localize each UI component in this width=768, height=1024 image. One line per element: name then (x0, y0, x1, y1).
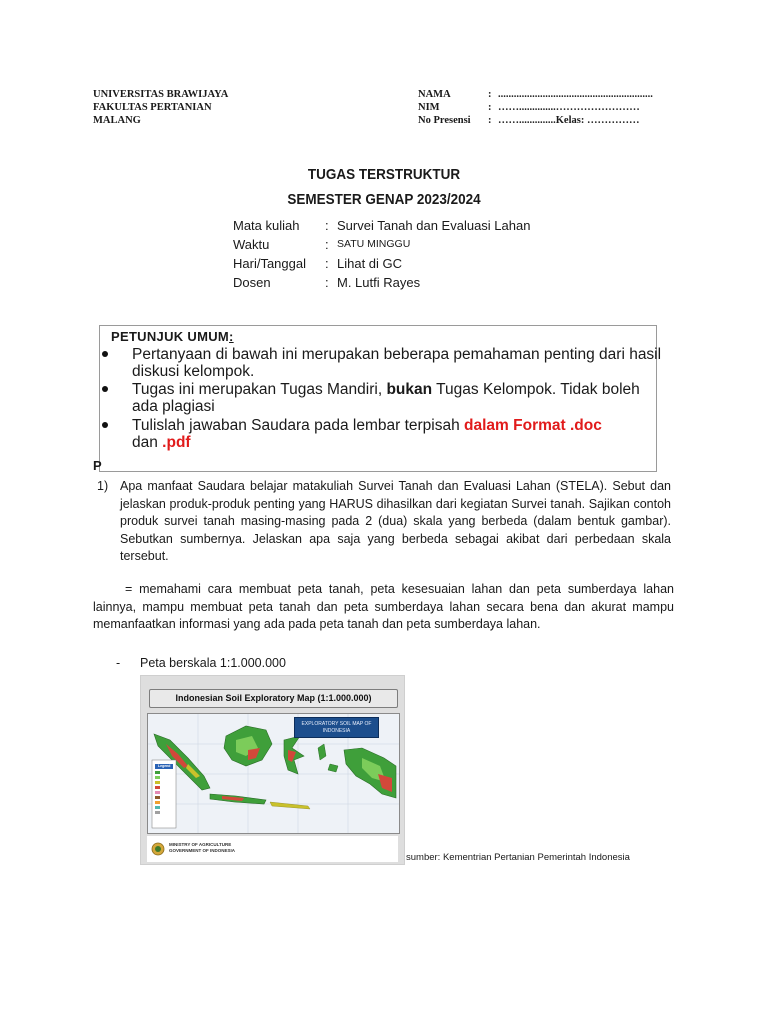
map-title: Indonesian Soil Exploratory Map (1:1.000.000) (149, 689, 398, 708)
meta-row-course (233, 216, 530, 235)
instructions-title-colon: : (229, 329, 234, 344)
meta-row-time (233, 235, 530, 254)
name-row (418, 88, 653, 101)
meta-value-date: Lihat di GC (337, 256, 403, 271)
question-number: 1) (97, 479, 109, 493)
colon: : (325, 256, 329, 271)
meta-key: Mata kuliah (233, 218, 300, 233)
bullet-icon (102, 422, 108, 428)
format-pdf-text: .pdf (162, 434, 191, 451)
ministry-line-1: MINISTRY OF AGRICULTURE (169, 842, 232, 847)
meta-value-time: SATU MINGGU (337, 238, 411, 250)
meta-row-date (233, 254, 530, 273)
university-name: UNIVERSITAS BRAWIJAYA (93, 89, 229, 100)
ministry-line-2: GOVERNMENT OF INDONESIA (169, 848, 236, 853)
section-marker: P (93, 458, 102, 473)
presensi-kelas-field[interactable]: ……..............Kelas: …………… (498, 115, 640, 126)
format-doc-text: dalam Format .doc (464, 417, 602, 434)
presensi-row (418, 114, 653, 127)
meta-key: Waktu (233, 237, 270, 252)
answer-text: = memahami cara membuat peta tanah, peta kesesuaian lahan dan peta sumberdaya lahan lainnya, mampu membuat peta tanah dan peta sumberdaya lahan secara bena dan akurat mampu memanfaatkan informasi yang ada pada peta tanah dan peta sumberdaya lahan. (93, 582, 674, 631)
name-label: NAMA (418, 89, 451, 100)
ministry-logo-icon (151, 842, 165, 856)
nim-label: NIM (418, 102, 440, 113)
instructions-title-text: PETUNJUK UMUM (111, 329, 230, 344)
institution-block (93, 88, 228, 127)
meta-value-lecturer: M. Lutfi Rayes (337, 275, 421, 290)
ministry-label (169, 842, 235, 854)
name-field[interactable]: ........................................................... (498, 89, 653, 100)
instructions-title (111, 329, 234, 344)
faculty-name: FAKULTAS PERTANIAN (93, 102, 212, 113)
instruction-text-pre: Tugas ini merupakan Tugas Mandiri, (132, 381, 387, 398)
student-info-block (418, 88, 653, 127)
meta-key: Hari/Tanggal (233, 256, 306, 271)
scale-text: Peta berskala 1:1.000.000 (140, 656, 286, 670)
semester-title: SEMESTER GENAP 2023/2024 (287, 191, 481, 208)
instruction-text: Pertanyaan di bawah ini merupakan beberapa pemahaman penting dari hasil diskusi kelompok. (132, 346, 662, 380)
map-source-caption: sumber: Kementrian Pertanian Pemerintah Indonesia (406, 852, 630, 863)
colon: : (488, 89, 492, 100)
bullet-icon (102, 351, 108, 357)
course-meta (233, 216, 530, 292)
presensi-label: No Presensi (418, 115, 471, 126)
instruction-text (132, 417, 662, 451)
maluku-shape (318, 744, 338, 772)
instruction-text-pre: Tulislah jawaban Saudara pada lembar terpisah (132, 417, 465, 434)
meta-key: Dosen (233, 275, 271, 290)
map-inset-label: EXPLORATORY SOIL MAP OF INDONESIA (294, 717, 379, 738)
answer-paragraph (93, 581, 674, 634)
question-text: Apa manfaat Saudara belajar matakuliah Survei Tanah dan Evaluasi Lahan (STELA). Sebut dan jelaskan produk-produk penting yang HARUS dihasilkan dari kegiatan Survei tanah. Sajikan contoh produk survei tanah masing-masing pada 2 (dua) skala yang berbeda (dalam bentuk gambar). Sebutkan sumbernya. Jelaskan apa saja yang berbeda sebagai akibat dari perbedaan skala tersebut. (120, 479, 671, 563)
colon: : (325, 275, 329, 290)
nusa-tenggara-shape (270, 802, 310, 809)
nim-row (418, 101, 653, 114)
city-name: MALANG (93, 115, 141, 126)
instruction-text (132, 381, 662, 415)
nim-field[interactable]: ……..............…………………… (498, 102, 640, 113)
map-legend (152, 760, 176, 828)
soil-map-figure (140, 675, 405, 865)
dash-marker: - (116, 656, 121, 670)
colon: : (488, 115, 492, 126)
map-footer (147, 836, 398, 862)
colon: : (325, 237, 329, 252)
colon: : (325, 218, 329, 233)
map-area (147, 713, 400, 834)
instruction-text-post: Tugas Kelompok. Tidak boleh ada plagiasi (132, 381, 640, 415)
bullet-icon (102, 386, 108, 392)
meta-value-course: Survei Tanah dan Evaluasi Lahan (337, 218, 531, 233)
instruction-text-bold: bukan (386, 381, 433, 398)
instruction-text-mid: dan (132, 434, 163, 451)
legend-label: Legend (158, 764, 171, 768)
document-title: TUGAS TERSTRUKTUR (307, 166, 461, 183)
colon: : (488, 102, 492, 113)
meta-row-lecturer (233, 273, 530, 292)
